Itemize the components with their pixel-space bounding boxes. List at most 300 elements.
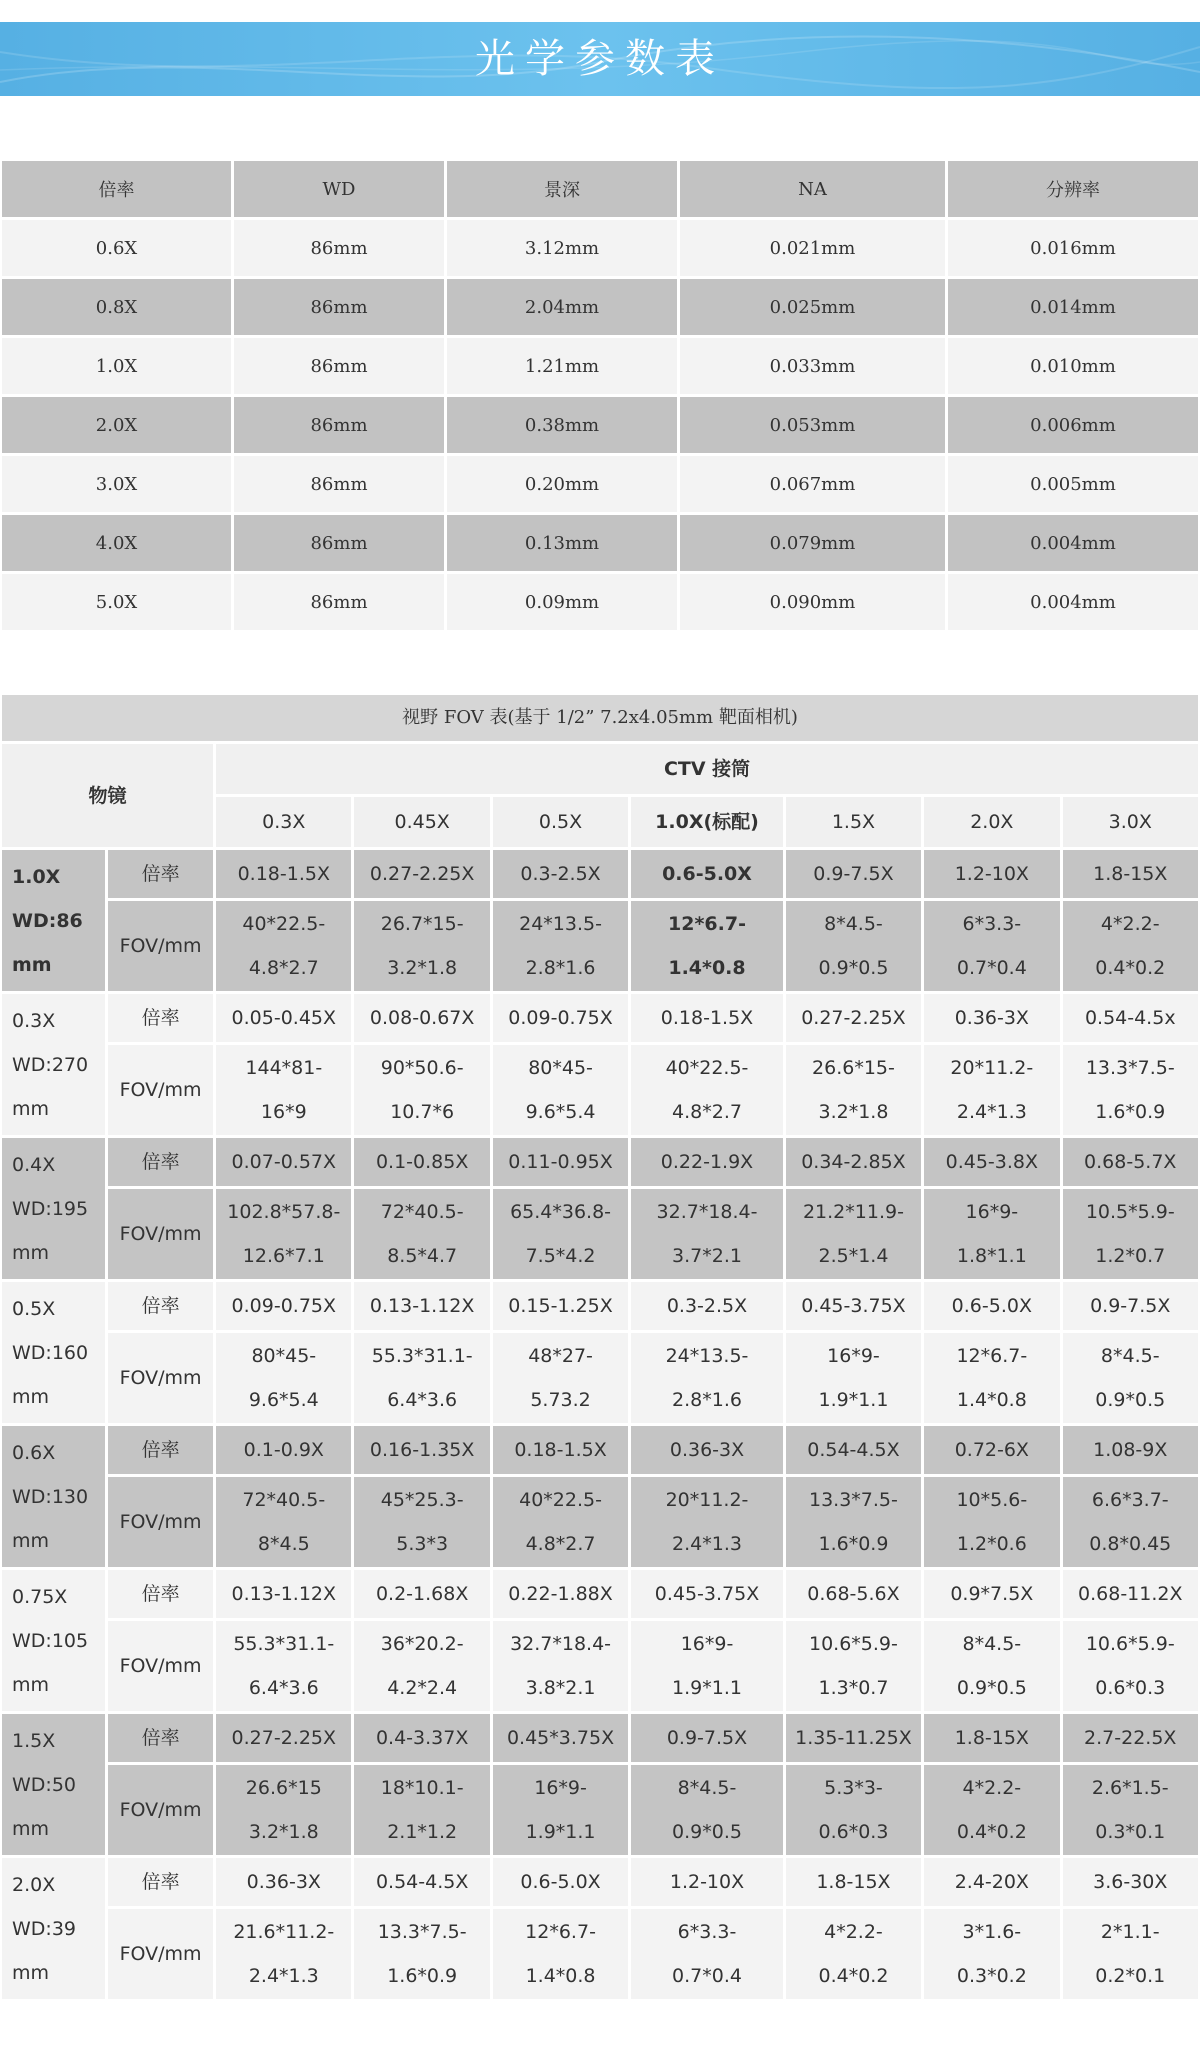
optical-cell: 5.0X (2, 574, 231, 630)
optical-cell: 0.38mm (447, 397, 677, 453)
fov-value-line: 0.9*0.5 (1095, 1389, 1166, 1411)
fov-value-line: 24*13.5- (665, 1345, 749, 1367)
fov-cell (493, 1333, 628, 1423)
optical-cell: 86mm (234, 220, 444, 276)
optical-cell: 0.8X (2, 279, 231, 335)
fov-cell (493, 1621, 628, 1711)
objective-line: 0.6X (12, 1441, 56, 1464)
magnification-cell: 0.13-1.12X (354, 1282, 489, 1330)
fov-value-line: 6.4*3.6 (248, 1677, 319, 1699)
fov-value-line: 0.7*0.4 (672, 1965, 742, 1987)
objective-cell (2, 1570, 105, 1711)
fov-value-line: 8*4.5- (677, 1777, 737, 1799)
optical-cell: 0.021mm (680, 220, 945, 276)
ctv-column-header: 1.0X(标配) (631, 797, 783, 847)
fov-label: FOV/mm (108, 1477, 213, 1567)
fov-value-line: 8*4.5 (257, 1533, 310, 1555)
fov-value-line: 0.9*0.5 (672, 1821, 742, 1843)
magnification-cell: 2.7-22.5X (1063, 1714, 1198, 1762)
fov-value-line: 16*9- (680, 1633, 734, 1655)
fov-size-row (2, 1045, 1198, 1135)
fov-value-line: 8*4.5- (962, 1633, 1022, 1655)
magnification-cell: 0.6-5.0X (924, 1282, 1059, 1330)
objective-header: 物镜 (2, 744, 213, 847)
optical-cell: 0.016mm (948, 220, 1198, 276)
fov-value-line: 45*25.3- (380, 1489, 464, 1511)
fov-cell (354, 1909, 489, 1999)
magnification-cell: 0.45-3.75X (786, 1282, 921, 1330)
fov-value-line: 144*81- (245, 1057, 323, 1079)
fov-value-line: 1.9*1.1 (525, 1821, 596, 1843)
fov-value-line: 0.3*0.1 (1095, 1821, 1166, 1843)
magnification-label: 倍率 (108, 994, 213, 1042)
magnification-cell: 0.72-6X (924, 1426, 1059, 1474)
fov-value-line: 4.8*2.7 (248, 957, 319, 979)
fov-size-row (2, 1189, 1198, 1279)
fov-value-line: 10.6*5.9- (1085, 1633, 1175, 1655)
fov-value-line: 20*11.2- (665, 1489, 749, 1511)
magnification-cell: 0.68-5.7X (1063, 1138, 1198, 1186)
magnification-cell: 0.2-1.68X (354, 1570, 489, 1618)
magnification-cell: 0.3-2.5X (493, 850, 628, 898)
magnification-cell: 0.22-1.9X (631, 1138, 783, 1186)
fov-value-line: 48*27- (528, 1345, 593, 1367)
title-banner (0, 22, 1200, 96)
magnification-cell: 1.8-15X (1063, 850, 1198, 898)
fov-value-line: 24*13.5- (519, 913, 602, 935)
fov-value-line: 12*6.7- (525, 1921, 596, 1943)
fov-caption: 视野 FOV 表(基于 1/2” 7.2x4.05mm 靶面相机) (2, 695, 1198, 741)
magnification-cell: 3.6-30X (1063, 1858, 1198, 1906)
fov-value-line: 0.9*0.5 (956, 1677, 1027, 1699)
fov-cell (631, 1477, 783, 1567)
objective-line: 0.75X (12, 1585, 68, 1608)
objective-line: WD:160 (12, 1341, 89, 1364)
objective-cell (2, 1426, 105, 1567)
fov-value-line: 3.8*2.1 (525, 1677, 596, 1699)
magnification-cell: 0.1-0.9X (216, 1426, 351, 1474)
fov-label: FOV/mm (108, 901, 213, 991)
fov-cell (786, 1765, 921, 1855)
fov-cell (216, 1477, 351, 1567)
fov-value-line: 4*2.2- (824, 1921, 883, 1943)
fov-value-line: 0.4*0.2 (818, 1965, 889, 1987)
fov-cell (1063, 901, 1198, 991)
fov-value-line: 1.4*0.8 (956, 1389, 1027, 1411)
fov-cell (631, 1621, 783, 1711)
fov-size-row (2, 1765, 1198, 1855)
fov-cell (216, 901, 351, 991)
fov-cell (786, 1045, 921, 1135)
fov-magnification-row (2, 1426, 1198, 1474)
magnification-cell: 1.2-10X (924, 850, 1059, 898)
fov-value-line: 0.3*0.2 (956, 1965, 1027, 1987)
magnification-label: 倍率 (108, 1138, 213, 1186)
fov-value-line: 26.7*15- (380, 913, 464, 935)
magnification-cell: 0.45-3.75X (631, 1570, 783, 1618)
fov-cell (1063, 1333, 1198, 1423)
optical-cell: 0.13mm (447, 515, 677, 571)
fov-value-line: 16*9 (260, 1101, 307, 1123)
fov-cell (631, 901, 783, 991)
fov-value-line: 0.4*0.2 (956, 1821, 1027, 1843)
magnification-cell: 0.6-5.0X (631, 850, 783, 898)
optical-cell: 86mm (234, 397, 444, 453)
fov-label: FOV/mm (108, 1045, 213, 1135)
fov-cell (1063, 1909, 1198, 1999)
magnification-cell: 0.09-0.75X (493, 994, 628, 1042)
optical-cell: 0.20mm (447, 456, 677, 512)
fov-cell (631, 1333, 783, 1423)
fov-cell (493, 1045, 628, 1135)
fov-value-line: 6*3.3- (677, 1921, 737, 1943)
magnification-cell: 0.34-2.85X (786, 1138, 921, 1186)
objective-line: WD:270 (12, 1053, 89, 1076)
magnification-cell: 0.27-2.25X (216, 1714, 351, 1762)
fov-value-line: 1.2*0.6 (956, 1533, 1027, 1555)
fov-value-line: 1.9*1.1 (818, 1389, 889, 1411)
fov-value-line: 4.8*2.7 (672, 1101, 742, 1123)
fov-label: FOV/mm (108, 1909, 213, 1999)
magnification-cell: 0.11-0.95X (493, 1138, 628, 1186)
fov-value-line: 72*40.5- (242, 1489, 326, 1511)
fov-value-line: 2.5*1.4 (818, 1245, 889, 1267)
magnification-label: 倍率 (108, 1714, 213, 1762)
fov-value-line: 8*4.5- (824, 913, 883, 935)
fov-value-line: 0.2*0.1 (1095, 1965, 1166, 1987)
ctv-header: CTV 接筒 (216, 744, 1198, 794)
fov-value-line: 80*45- (251, 1345, 317, 1367)
magnification-cell: 0.18-1.5X (216, 850, 351, 898)
fov-cell (216, 1765, 351, 1855)
magnification-cell: 0.18-1.5X (631, 994, 783, 1042)
fov-value-line: 3.2*1.8 (387, 957, 458, 979)
fov-value-line: 3.2*1.8 (818, 1101, 889, 1123)
objective-line: WD:86 (12, 909, 83, 932)
optical-cell: 0.005mm (948, 456, 1198, 512)
fov-cell (354, 1045, 489, 1135)
fov-size-row (2, 1909, 1198, 1999)
ctv-column-header: 1.5X (786, 797, 921, 847)
fov-value-line: 65.4*36.8- (510, 1201, 612, 1223)
magnification-cell: 1.08-9X (1063, 1426, 1198, 1474)
fov-cell (493, 1909, 628, 1999)
fov-value-line: 0.8*0.45 (1089, 1533, 1172, 1555)
objective-cell (2, 994, 105, 1135)
fov-value-line: 12.6*7.1 (242, 1245, 325, 1267)
fov-cell (1063, 1189, 1198, 1279)
fov-cell (631, 1189, 783, 1279)
magnification-cell: 0.09-0.75X (216, 1282, 351, 1330)
fov-value-line: 0.9*0.5 (818, 957, 889, 979)
fov-value-line: 55.3*31.1- (371, 1345, 473, 1367)
ctv-column-header: 3.0X (1063, 797, 1198, 847)
ctv-column-header: 0.45X (354, 797, 489, 847)
fov-value-line: 7.5*4.2 (525, 1245, 596, 1267)
fov-cell (1063, 1765, 1198, 1855)
magnification-cell: 2.4-20X (924, 1858, 1059, 1906)
objective-line: mm (12, 1097, 50, 1120)
fov-value-line: 80*45- (528, 1057, 593, 1079)
magnification-cell: 1.8-15X (924, 1714, 1059, 1762)
fov-value-line: 72*40.5- (380, 1201, 464, 1223)
fov-value-line: 9.6*5.4 (525, 1101, 596, 1123)
fov-magnification-row (2, 1282, 1198, 1330)
optical-row (2, 397, 1198, 453)
fov-value-line: 2*1.1- (1100, 1921, 1160, 1943)
fov-magnification-row (2, 1570, 1198, 1618)
optical-row (2, 279, 1198, 335)
optical-cell: 0.025mm (680, 279, 945, 335)
fov-value-line: 4*2.2- (962, 1777, 1022, 1799)
optical-cell: 0.033mm (680, 338, 945, 394)
fov-cell (924, 1909, 1059, 1999)
optical-cell: 4.0X (2, 515, 231, 571)
fov-value-line: 5.3*3- (824, 1777, 883, 1799)
fov-magnification-row (2, 994, 1198, 1042)
magnification-label: 倍率 (108, 1426, 213, 1474)
fov-cell (1063, 1477, 1198, 1567)
fov-magnification-row (2, 850, 1198, 898)
fov-value-line: 40*22.5- (665, 1057, 749, 1079)
fov-value-line: 2.4*1.3 (956, 1101, 1027, 1123)
fov-value-line: 13.3*7.5- (1085, 1057, 1175, 1079)
optical-cell: 3.0X (2, 456, 231, 512)
fov-value-line: 10.6*5.9- (809, 1633, 898, 1655)
magnification-cell: 0.54-4.5X (786, 1426, 921, 1474)
objective-line: 2.0X (12, 1873, 56, 1896)
fov-value-line: 8*4.5- (1100, 1345, 1160, 1367)
objective-line: 0.3X (12, 1009, 56, 1032)
fov-value-line: 1.9*1.1 (672, 1677, 742, 1699)
fov-value-line: 6*3.3- (962, 913, 1022, 935)
objective-line: mm (12, 1961, 50, 1984)
fov-value-line: 1.6*0.9 (387, 1965, 458, 1987)
fov-value-line: 12*6.7-1.4*0.8 (668, 913, 746, 979)
header-wd: WD (234, 161, 444, 217)
optical-row (2, 574, 1198, 630)
optical-cell: 86mm (234, 279, 444, 335)
optical-cell: 86mm (234, 456, 444, 512)
fov-value-line: 9.6*5.4 (248, 1389, 319, 1411)
fov-value-line: 0.4*0.2 (1095, 957, 1166, 979)
objective-line: 0.5X (12, 1297, 56, 1320)
magnification-label: 倍率 (108, 1570, 213, 1618)
fov-value-line: 1.6*0.9 (1095, 1101, 1166, 1123)
fov-value-line: 2.4*1.3 (672, 1533, 742, 1555)
magnification-cell: 1.35-11.25X (786, 1714, 921, 1762)
fov-cell (493, 1477, 628, 1567)
optical-header-row (2, 161, 1198, 217)
magnification-cell: 0.36-3X (216, 1858, 351, 1906)
optical-cell: 86mm (234, 338, 444, 394)
fov-cell (786, 1621, 921, 1711)
fov-value-line: 2.8*1.6 (672, 1389, 742, 1411)
magnification-cell: 1.2-10X (631, 1858, 783, 1906)
optical-cell: 0.006mm (948, 397, 1198, 453)
objective-line: mm (12, 1385, 50, 1408)
fov-value-line: 13.3*7.5- (377, 1921, 467, 1943)
fov-cell (924, 1189, 1059, 1279)
fov-cell (786, 901, 921, 991)
objective-cell (2, 850, 105, 991)
fov-value-line: 1.8*1.1 (956, 1245, 1027, 1267)
fov-cell (631, 1045, 783, 1135)
fov-value-line: 2.8*1.6 (525, 957, 596, 979)
fov-value-line: 0.6*0.3 (1095, 1677, 1166, 1699)
fov-value-line: 1.3*0.7 (818, 1677, 889, 1699)
magnification-cell: 0.08-0.67X (354, 994, 489, 1042)
objective-line: mm (12, 1529, 50, 1552)
fov-size-row (2, 1477, 1198, 1567)
fov-value-line: 20*11.2- (950, 1057, 1034, 1079)
fov-cell (354, 901, 489, 991)
objective-line: WD:195 (12, 1197, 89, 1220)
optical-cell: 0.004mm (948, 515, 1198, 571)
fov-value-line: 3*1.6- (962, 1921, 1022, 1943)
fov-value-line: 5.3*3 (396, 1533, 449, 1555)
fov-cell (493, 901, 628, 991)
magnification-cell: 0.9-7.5X (786, 850, 921, 898)
fov-header-row-1 (2, 744, 1198, 794)
fov-value-line: 32.7*18.4- (656, 1201, 758, 1223)
objective-line: 0.4X (12, 1153, 56, 1176)
objective-line: mm (12, 1241, 50, 1264)
optical-row (2, 338, 1198, 394)
fov-cell (924, 901, 1059, 991)
optical-cell: 1.0X (2, 338, 231, 394)
optical-cell: 0.053mm (680, 397, 945, 453)
ctv-column-header: 0.3X (216, 797, 351, 847)
optical-cell: 0.014mm (948, 279, 1198, 335)
header-resolution: 分辨率 (948, 161, 1198, 217)
fov-cell (354, 1189, 489, 1279)
fov-value-line: 0.7*0.4 (956, 957, 1027, 979)
fov-cell (786, 1333, 921, 1423)
fov-value-line: 3.7*2.1 (672, 1245, 742, 1267)
magnification-cell: 0.6-5.0X (493, 1858, 628, 1906)
objective-cell (2, 1138, 105, 1279)
optical-row (2, 220, 1198, 276)
fov-value-line: 55.3*31.1- (233, 1633, 335, 1655)
magnification-cell: 0.54-4.5x (1063, 994, 1198, 1042)
fov-value-line: 26.6*15- (812, 1057, 895, 1079)
optical-cell: 0.6X (2, 220, 231, 276)
fov-cell (354, 1765, 489, 1855)
magnification-cell: 0.13-1.12X (216, 1570, 351, 1618)
fov-cell (354, 1477, 489, 1567)
fov-value-line: 26.6*15 (245, 1777, 322, 1799)
fov-cell (216, 1189, 351, 1279)
optical-cell: 0.09mm (447, 574, 677, 630)
optical-cell: 0.067mm (680, 456, 945, 512)
fov-cell (631, 1765, 783, 1855)
optical-cell: 86mm (234, 515, 444, 571)
fov-cell (924, 1621, 1059, 1711)
magnification-cell: 0.4-3.37X (354, 1714, 489, 1762)
fov-cell (924, 1477, 1059, 1567)
objective-line: 1.5X (12, 1729, 56, 1752)
fov-value-line: 2.1*1.2 (387, 1821, 458, 1843)
ctv-column-header: 2.0X (924, 797, 1059, 847)
magnification-cell: 0.9*7.5X (924, 1570, 1059, 1618)
magnification-label: 倍率 (108, 1282, 213, 1330)
fov-value-line: 36*20.2- (380, 1633, 464, 1655)
fov-cell (786, 1189, 921, 1279)
magnification-cell: 0.16-1.35X (354, 1426, 489, 1474)
fov-value-line: 8.5*4.7 (387, 1245, 458, 1267)
fov-value-line: 2.6*1.5- (1091, 1777, 1169, 1799)
fov-value-line: 21.2*11.9- (802, 1201, 904, 1223)
fov-value-line: 10*5.6- (956, 1489, 1028, 1511)
fov-value-line: 16*9- (965, 1201, 1019, 1223)
fov-label: FOV/mm (108, 1621, 213, 1711)
magnification-cell: 0.22-1.88X (493, 1570, 628, 1618)
optical-row (2, 515, 1198, 571)
fov-cell (493, 1765, 628, 1855)
fov-cell (1063, 1045, 1198, 1135)
fov-value-line: 6.6*3.7- (1091, 1489, 1169, 1511)
fov-value-line: 16*9- (827, 1345, 880, 1367)
fov-value-line: 1.2*0.7 (1095, 1245, 1166, 1267)
fov-cell (216, 1909, 351, 1999)
fov-label: FOV/mm (108, 1765, 213, 1855)
magnification-label: 倍率 (108, 1858, 213, 1906)
fov-value-line: 2.4*1.3 (248, 1965, 319, 1987)
fov-value-line: 6.4*3.6 (387, 1389, 458, 1411)
fov-value-line: 4.8*2.7 (525, 1533, 596, 1555)
fov-cell (924, 1765, 1059, 1855)
header-na: NA (680, 161, 945, 217)
magnification-cell: 1.8-15X (786, 1858, 921, 1906)
magnification-cell: 0.9-7.5X (631, 1714, 783, 1762)
fov-label: FOV/mm (108, 1189, 213, 1279)
optical-cell: 86mm (234, 574, 444, 630)
magnification-cell: 0.1-0.85X (354, 1138, 489, 1186)
objective-cell (2, 1714, 105, 1855)
fov-value-line: 21.6*11.2- (233, 1921, 335, 1943)
magnification-cell: 0.27-2.25X (786, 994, 921, 1042)
fov-size-row (2, 1621, 1198, 1711)
fov-value-line: 10.7*6 (390, 1101, 455, 1123)
fov-cell (216, 1333, 351, 1423)
optical-cell: 0.004mm (948, 574, 1198, 630)
optical-cell: 0.079mm (680, 515, 945, 571)
optical-cell: 3.12mm (447, 220, 677, 276)
fov-value-line: 102.8*57.8- (227, 1201, 341, 1223)
objective-line: WD:105 (12, 1629, 89, 1652)
fov-label: FOV/mm (108, 1333, 213, 1423)
fov-value-line: 10.5*5.9- (1085, 1201, 1175, 1223)
fov-cell (786, 1477, 921, 1567)
header-magnification: 倍率 (2, 161, 231, 217)
fov-value-line: 32.7*18.4- (510, 1633, 612, 1655)
fov-value-line: 18*10.1- (380, 1777, 464, 1799)
objective-line: WD:39 (12, 1917, 76, 1940)
fov-cell (1063, 1621, 1198, 1711)
objective-line: WD:50 (12, 1773, 76, 1796)
magnification-cell: 0.07-0.57X (216, 1138, 351, 1186)
magnification-cell: 0.3-2.5X (631, 1282, 783, 1330)
optical-row (2, 456, 1198, 512)
magnification-cell: 0.68-5.6X (786, 1570, 921, 1618)
fov-size-row (2, 1333, 1198, 1423)
fov-value-line: 13.3*7.5- (809, 1489, 898, 1511)
objective-cell (2, 1282, 105, 1423)
fov-cell (216, 1045, 351, 1135)
optical-cell: 0.090mm (680, 574, 945, 630)
objective-line: mm (12, 1817, 50, 1840)
